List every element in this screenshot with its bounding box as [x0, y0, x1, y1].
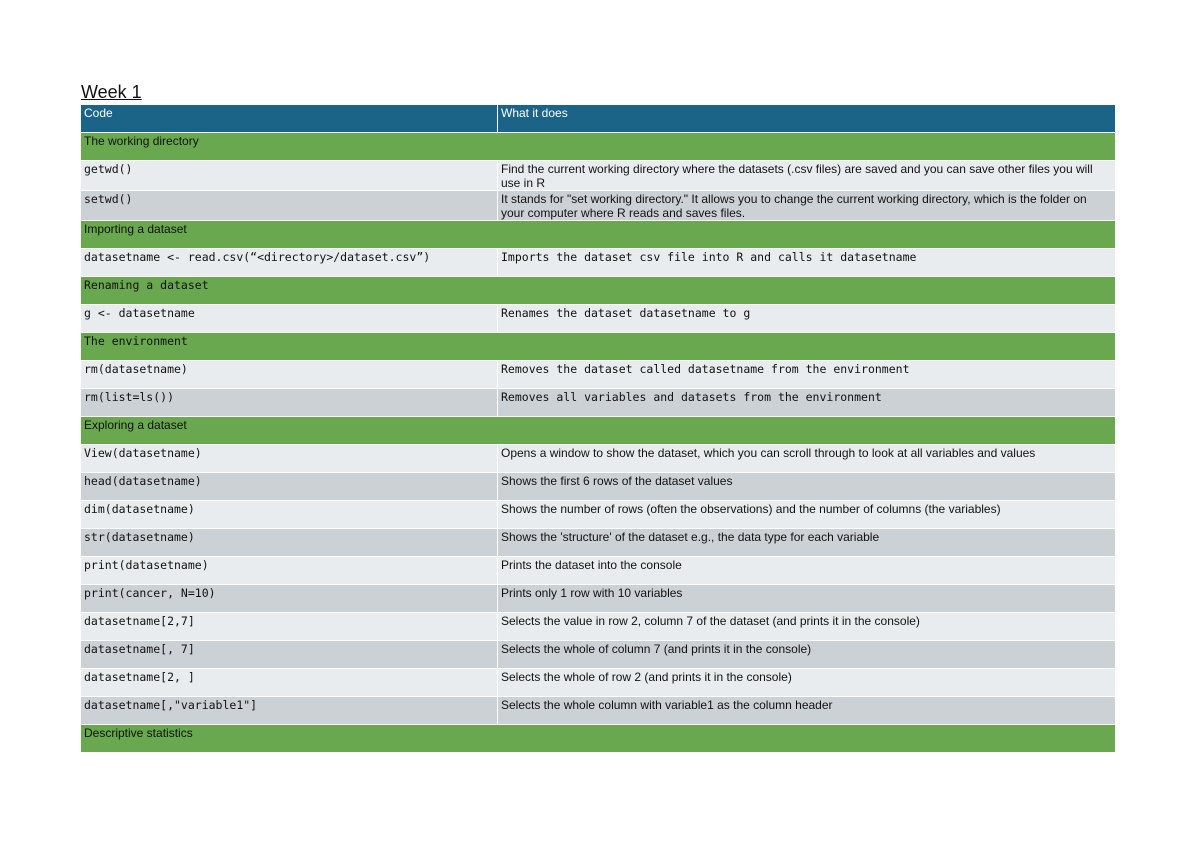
section-row: [81, 725, 1116, 753]
section-label: The environment: [81, 333, 1116, 361]
section-label: The working directory: [81, 133, 1116, 161]
code-cell: rm(datasetname): [81, 361, 498, 389]
table-row: [81, 361, 1116, 389]
table-row: [81, 613, 1116, 641]
code-cell: datasetname[,"variable1"]: [81, 697, 498, 725]
table-row: [81, 641, 1116, 669]
commands-table: [80, 104, 1116, 753]
section-row: [81, 417, 1116, 445]
section-row: [81, 133, 1116, 161]
section-label: Descriptive statistics: [81, 725, 1116, 753]
section-row: [81, 333, 1116, 361]
table-row: [81, 473, 1116, 501]
code-cell: rm(list=ls()): [81, 389, 498, 417]
table-row: [81, 305, 1116, 333]
section-label: Exploring a dataset: [81, 417, 1116, 445]
code-cell: dim(datasetname): [81, 501, 498, 529]
description-cell: Prints the dataset into the console: [498, 557, 1116, 585]
header-what-it-does: What it does: [498, 105, 1116, 133]
table-header-row: [81, 105, 1116, 133]
table-row: [81, 529, 1116, 557]
description-cell: Removes the dataset called datasetname from the environment: [498, 361, 1116, 389]
code-cell: print(datasetname): [81, 557, 498, 585]
table-row: [81, 161, 1116, 191]
page-title: Week 1: [81, 82, 142, 102]
description-cell: Selects the value in row 2, column 7 of the dataset (and prints it in the console): [498, 613, 1116, 641]
description-cell: Removes all variables and datasets from the environment: [498, 389, 1116, 417]
table-row: [81, 557, 1116, 585]
description-cell: Selects the whole of row 2 (and prints it in the console): [498, 669, 1116, 697]
description-cell: It stands for "set working directory." It allows you to change the current working directory, which is the folder on your computer where R reads and saves files.: [498, 191, 1116, 221]
code-cell: str(datasetname): [81, 529, 498, 557]
table-row: [81, 191, 1116, 221]
description-cell: Opens a window to show the dataset, which you can scroll through to look at all variables and values: [498, 445, 1116, 473]
section-label: Renaming a dataset: [81, 277, 1116, 305]
code-cell: head(datasetname): [81, 473, 498, 501]
code-cell: g <- datasetname: [81, 305, 498, 333]
table-row: [81, 585, 1116, 613]
description-cell: Imports the dataset csv file into R and calls it datasetname: [498, 249, 1116, 277]
description-cell: Shows the first 6 rows of the dataset values: [498, 473, 1116, 501]
code-cell: print(cancer, N=10): [81, 585, 498, 613]
description-cell: Find the current working directory where the datasets (.csv files) are saved and you can save other files you will use in R: [498, 161, 1116, 191]
table-row: [81, 445, 1116, 473]
code-cell: datasetname[2, ]: [81, 669, 498, 697]
description-cell: Prints only 1 row with 10 variables: [498, 585, 1116, 613]
section-row: [81, 221, 1116, 249]
code-cell: datasetname <- read.csv(“<directory>/dataset.csv”): [81, 249, 498, 277]
description-cell: Selects the whole of column 7 (and prints it in the console): [498, 641, 1116, 669]
section-row: [81, 277, 1116, 305]
code-cell: setwd(): [81, 191, 498, 221]
description-cell: Shows the number of rows (often the observations) and the number of columns (the variables): [498, 501, 1116, 529]
table-row: [81, 501, 1116, 529]
description-cell: Selects the whole column with variable1 as the column header: [498, 697, 1116, 725]
header-code: Code: [81, 105, 498, 133]
description-cell: Shows the 'structure' of the dataset e.g., the data type for each variable: [498, 529, 1116, 557]
table-row: [81, 249, 1116, 277]
description-cell: Renames the dataset datasetname to g: [498, 305, 1116, 333]
table-body: [81, 133, 1116, 753]
code-cell: datasetname[2,7]: [81, 613, 498, 641]
table-row: [81, 389, 1116, 417]
section-label: Importing a dataset: [81, 221, 1116, 249]
table-row: [81, 697, 1116, 725]
code-cell: getwd(): [81, 161, 498, 191]
code-cell: View(datasetname): [81, 445, 498, 473]
code-cell: datasetname[, 7]: [81, 641, 498, 669]
table-row: [81, 669, 1116, 697]
